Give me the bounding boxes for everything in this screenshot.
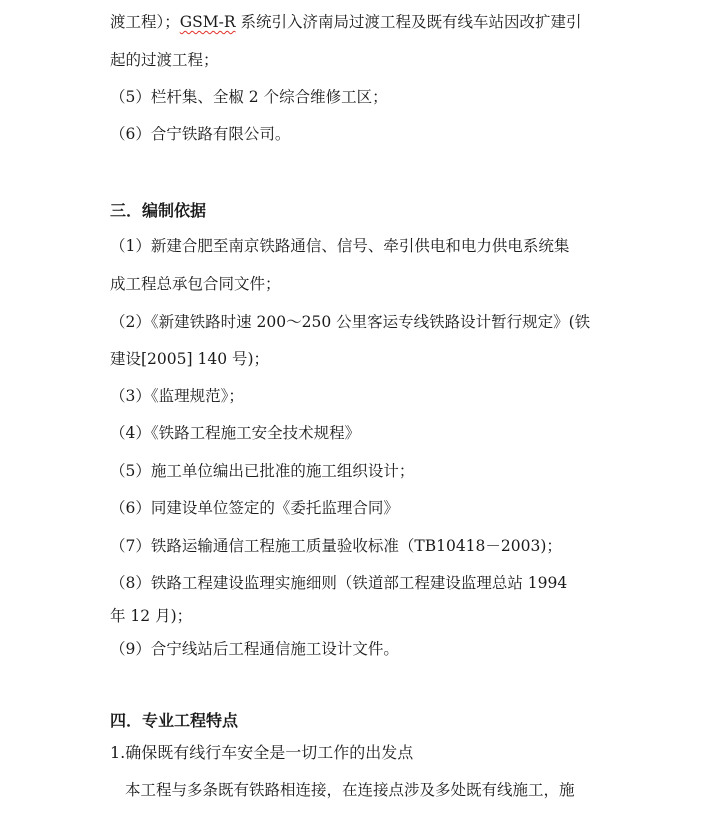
list-item-continuation: 成工程总承包合同文件； [110,275,281,293]
body-paragraph: 本工程与多条既有铁路相连接，在连接点涉及多处既有线施工，施 [125,781,575,799]
spellcheck-underlined-word: GSM-R [179,13,236,31]
text-fragment: 系统引入济南局过渡工程及既有线车站因改扩建引 [235,13,582,31]
section-heading: 三．编制依据 [110,201,207,220]
list-item: （6）合宁铁路有限公司。 [110,125,291,143]
list-item: （4）《铁路工程施工安全技术规程》 [110,424,361,442]
text-line [110,12,581,32]
text-fragment: 渡工程）； [110,13,180,31]
list-item: （6）同建设单位签定的《委托监理合同》 [110,499,399,517]
list-item: （3）《监理规范》； [110,387,244,405]
list-item-continuation: 年 12 月)； [110,607,193,625]
subsection-heading: 1.确保既有线行车安全是一切工作的出发点 [110,743,414,762]
list-item: （5）栏杆集、全椒 2 个综合维修工区； [110,88,388,106]
list-item: （9）合宁线站后工程通信施工设计文件。 [110,640,399,658]
list-item: （5）施工单位编出已批准的施工组织设计； [110,462,415,480]
text-line: 起的过渡工程； [110,51,219,69]
section-heading: 四．专业工程特点 [110,711,239,730]
list-item: （7）铁路运输通信工程施工质量验收标准（TB10418－2003)； [110,537,562,555]
list-item-continuation: 建设[2005] 140 号)； [110,350,270,368]
list-item: （2）《新建铁路时速 200～250 公里客运专线铁路设计暂行规定》(铁 [110,313,591,331]
list-item: （8）铁路工程建设监理实施细则（铁道部工程建设监理总站 1994 [110,574,568,592]
list-item: （1）新建合肥至南京铁路通信、信号、牵引供电和电力供电系统集 [110,237,570,255]
